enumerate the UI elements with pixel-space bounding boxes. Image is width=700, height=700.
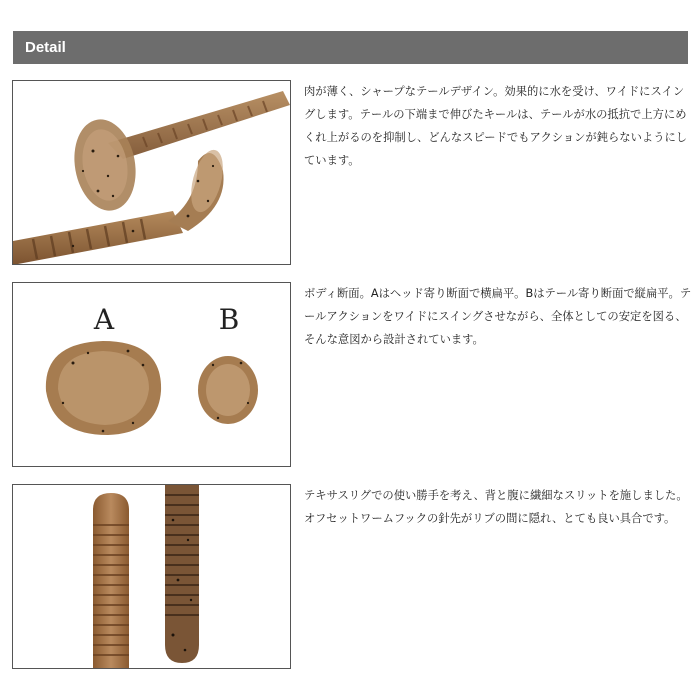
tail-description: 肉が薄く、シャープなテールデザイン。効果的に水を受け、ワイドにスイングします。テールの下端まで伸びたキールは、テールが水の抵抗で上方にめくれ上がるのを抑制し、どんなスピードでもアクションが鈍らないようにしています。 (304, 85, 688, 167)
ribbed-body-photo (12, 484, 291, 669)
cross-section-illustration (13, 283, 290, 466)
tail-closeup-photo (12, 80, 291, 265)
tail-closeup-illustration (13, 81, 290, 264)
ribbed-body-illustration (13, 485, 290, 668)
body-cross-section-photo (12, 282, 291, 467)
label-b: B (218, 303, 240, 336)
label-a: A (93, 303, 115, 336)
detail-header (13, 31, 688, 64)
cross-section-description: ボディ断面。Aはヘッド寄り断面で横扁平。Bはテール寄り断面で縦扁平。テールアクションをワイドにスイングさせながら、全体としての安定を図る、そんな意図から設計されています。 (304, 287, 692, 346)
ribbed-body-description: テキサスリグでの使い勝手を考え、背と腹に繊細なスリットを施しました。オフセットワームフックの針先がリブの間に隠れ、とても良い具合です。 (304, 489, 688, 525)
header-title: Detail (25, 39, 66, 56)
